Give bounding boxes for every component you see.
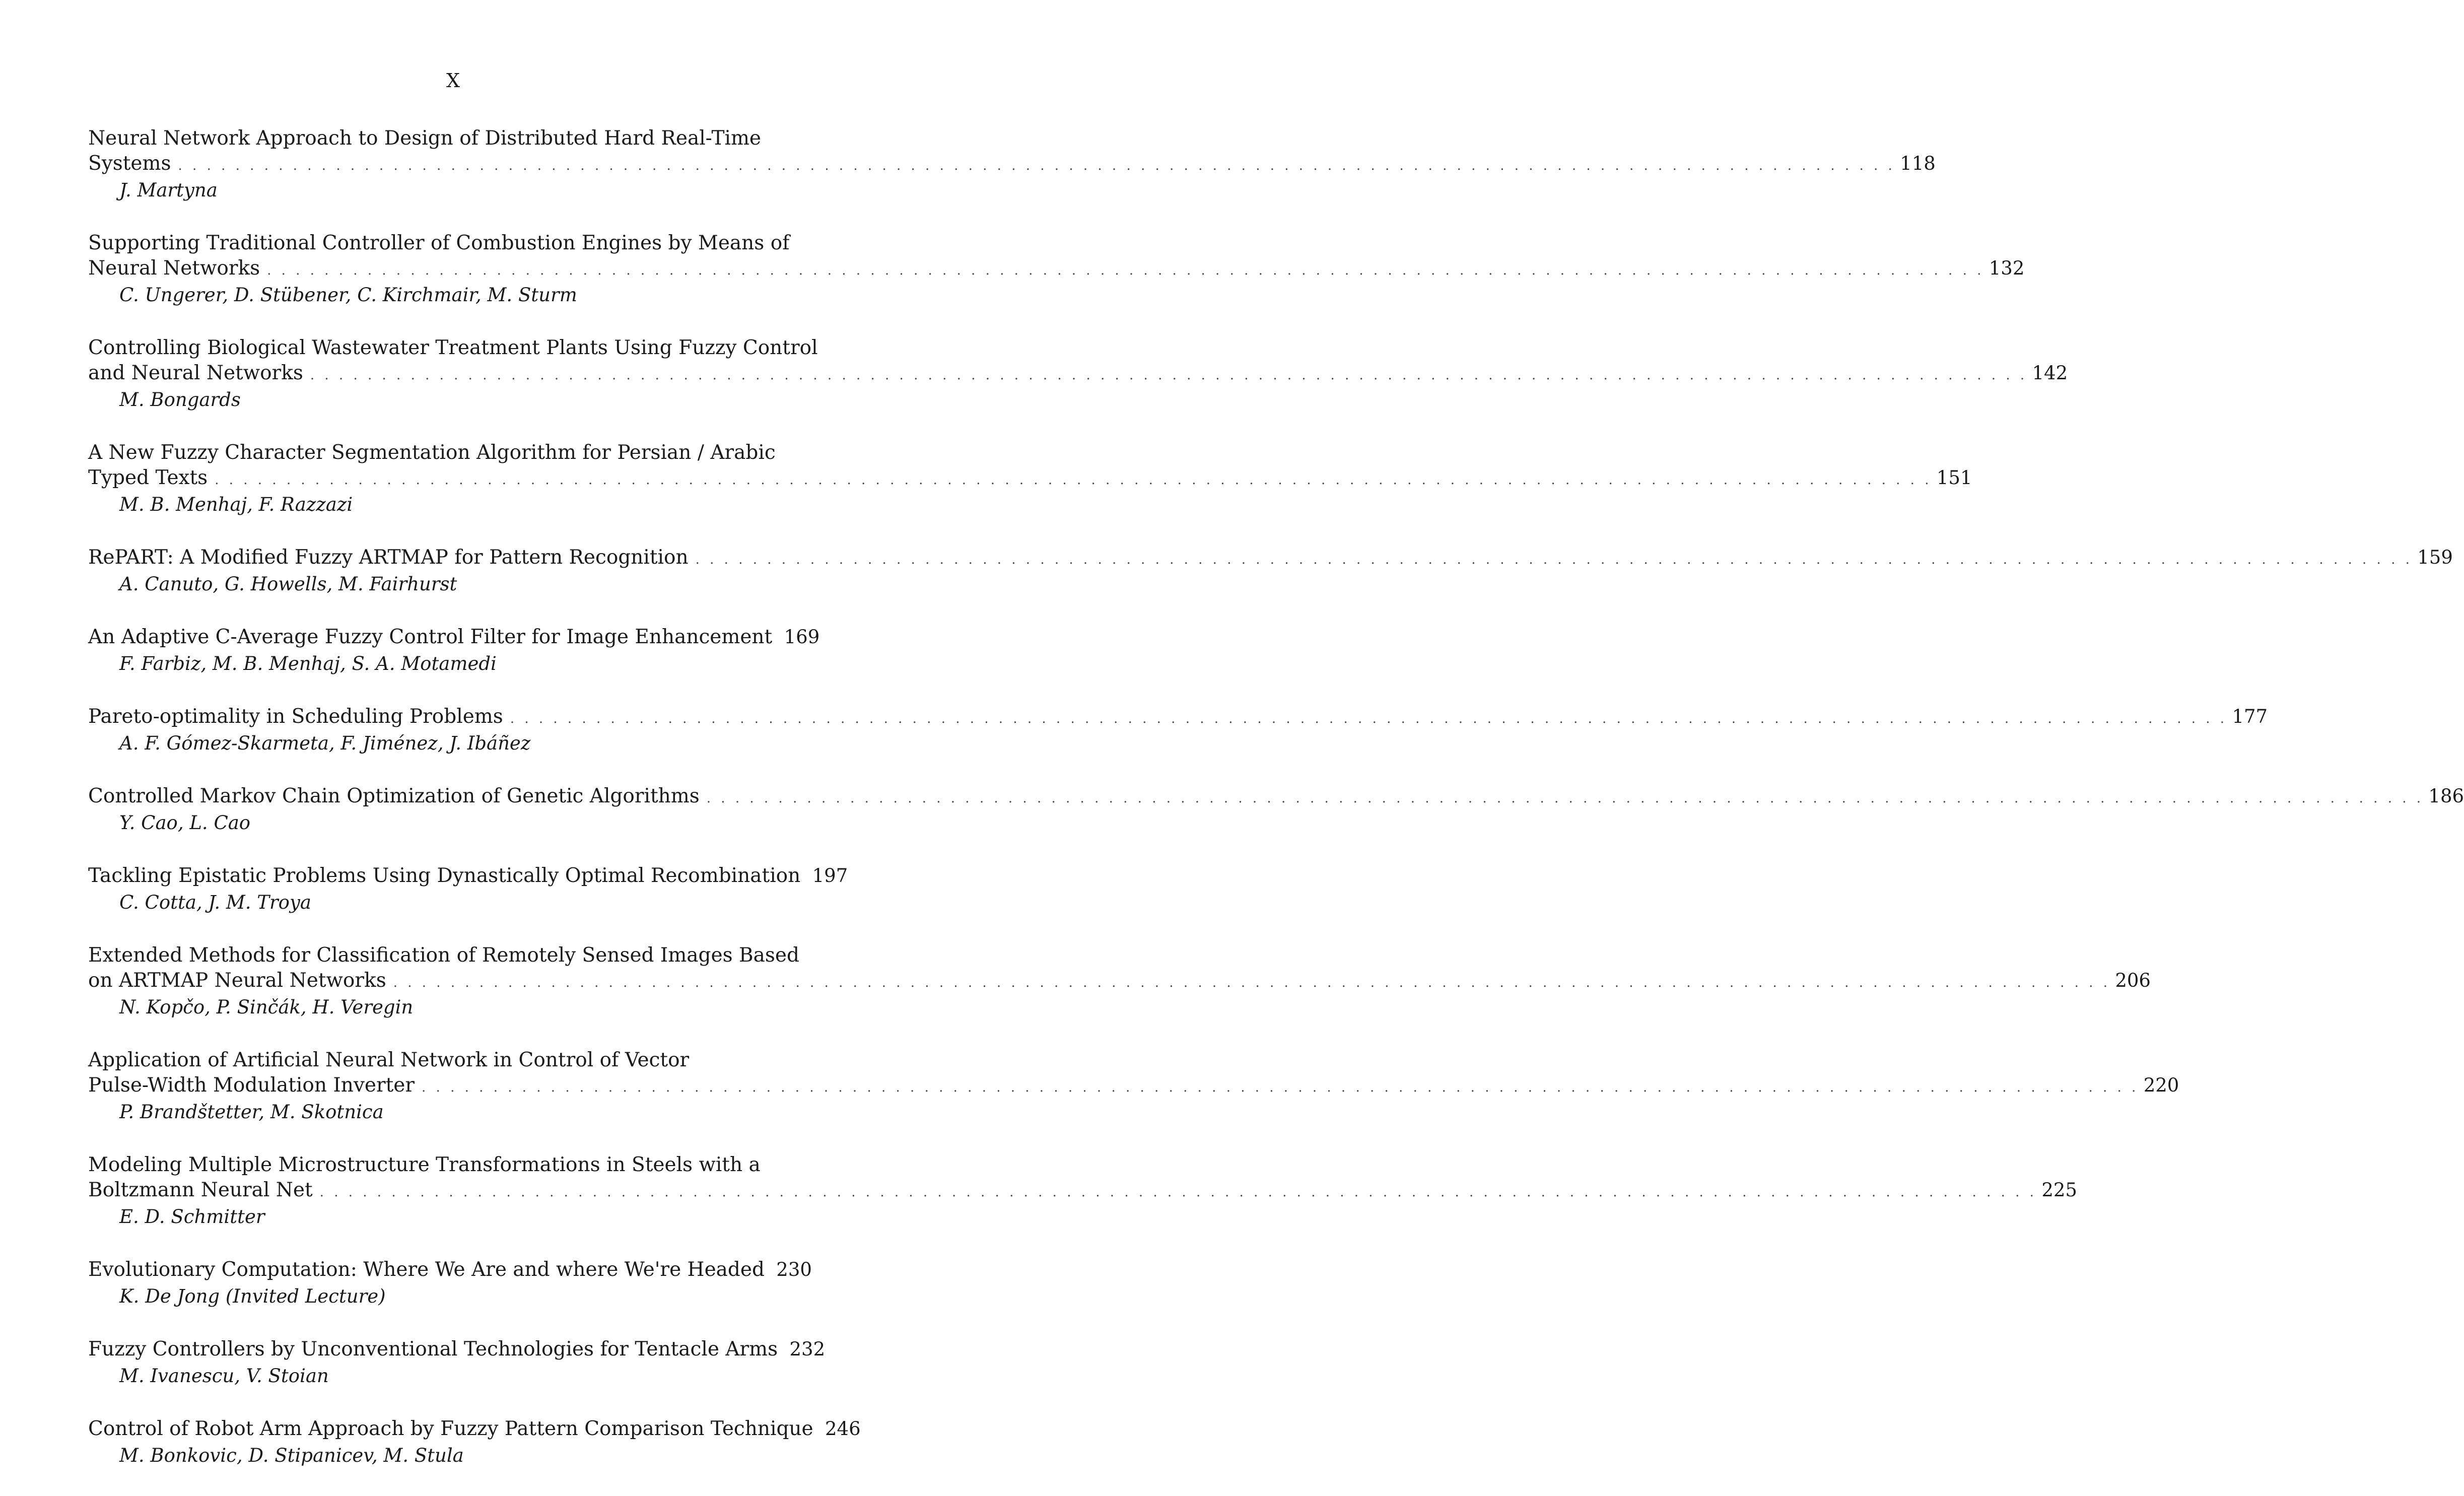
entry-title-text: Systems: [88, 152, 171, 175]
toc-entry: [88, 440, 1972, 517]
entry-authors: C. Ungerer, D. Stübener, C. Kirchmair, M. Sturm: [119, 284, 577, 306]
dot-leader: . . . . . . . . . . . . . . . . . . . . . . . . . . . . . . . . . . . . . . . . . . . . . . . . . . . . . . . . . . . . . . . . . . . . . . . . . . . . . . . . . . . . . . . . . . . . . . . . . . . . . . . . . . . . . . . . . . . . . . . .: [393, 975, 2110, 990]
entry-page-number: 220: [2143, 1074, 2179, 1096]
entry-title-line: Neural Network Approach to Design of Distributed Hard Real-Time: [88, 127, 762, 150]
entry-authors: A. F. Gómez-Skarmeta, F. Jiménez, J. Ibáñez: [119, 732, 531, 754]
entry-title-final-line: [88, 1178, 2077, 1205]
entry-page-number: 225: [2041, 1179, 2077, 1201]
entry-title-text: and Neural Networks: [88, 362, 303, 384]
entry-authors: A. Canuto, G. Howells, M. Fairhurst: [119, 573, 457, 595]
entry-authors: C. Cotta, J. M. Troya: [119, 892, 311, 913]
entry-title-final-line: [88, 625, 820, 652]
entry-title-text: Pareto-optimality in Scheduling Problems: [88, 705, 503, 728]
entry-title-text: An Adaptive C-Average Fuzzy Control Filter for Image Enhancement: [88, 626, 773, 648]
entry-title-final-line: [88, 1073, 2179, 1100]
entry-title-text: Tackling Epistatic Problems Using Dynastically Optimal Recombination: [88, 864, 801, 887]
table-of-contents: [88, 126, 2464, 1496]
entry-page-number: 246: [825, 1418, 861, 1440]
toc-entry: [88, 704, 2268, 756]
toc-entry: [88, 231, 2025, 307]
entry-title-final-line: [88, 704, 2268, 731]
entry-title-line: A New Fuzzy Character Segmentation Algorithm for Persian / Arabic: [88, 441, 776, 464]
toc-entry: [88, 784, 2464, 835]
entry-authors: K. De Jong (Invited Lecture): [119, 1285, 386, 1307]
toc-entry: [88, 1337, 826, 1388]
toc-entry: [88, 1152, 2077, 1229]
entry-page-number: 186: [2428, 785, 2464, 807]
toc-entry: [88, 1257, 812, 1309]
entry-page-number: 230: [776, 1259, 812, 1280]
entry-page-number: 232: [789, 1338, 826, 1360]
entry-authors: M. Ivanescu, V. Stoian: [119, 1365, 329, 1387]
entry-title-text: Typed Texts: [88, 466, 208, 489]
toc-entry: [88, 335, 2068, 412]
toc-entry: [88, 545, 2453, 596]
toc-entry: [88, 126, 1936, 202]
dot-leader: . . . . . . . . . . . . . . . . . . . . . . . . . . . . . . . . . . . . . . . . . . . . . . . . . . . . . . . . . . . . . . . . . . . . . . . . . . . . . . . . . . . . . . . . . . . . . . . . . . . . . . . . . . . . . . . . . . . . . . . .: [422, 1080, 2139, 1095]
entry-authors: M. Bongards: [119, 389, 241, 411]
dot-leader: . . . . . . . . . . . . . . . . . . . . . . . . . . . . . . . . . . . . . . . . . . . . . . . . . . . . . . . . . . . . . . . . . . . . . . . . . . . . . . . . . . . . . . . . . . . . . . . . . . . . . . . . . . . . . . . . . . . . . . . .: [267, 263, 1984, 278]
entry-title-text: Pulse-Width Modulation Inverter: [88, 1074, 415, 1097]
toc-entry: [88, 625, 820, 676]
dot-leader: . . . . . . . . . . . . . . . . . . . . . . . . . . . . . . . . . . . . . . . . . . . . . . . . . . . . . . . . . . . . . . . . . . . . . . . . . . . . . . . . . . . . . . . . . . . . . . . . . . . . . . . . . . . . . . . . . . . . . . . .: [310, 368, 2028, 383]
entry-title-final-line: [88, 968, 2151, 995]
entry-title-text: Neural Networks: [88, 257, 260, 280]
entry-authors: J. Martyna: [119, 179, 218, 201]
entry-title-line: Application of Artificial Neural Network in Control of Vector: [88, 1049, 690, 1071]
entry-authors: E. D. Schmitter: [119, 1206, 265, 1228]
entry-page-number: 118: [1900, 153, 1936, 174]
entry-title-line: Extended Methods for Classification of Remotely Sensed Images Based: [88, 944, 799, 967]
entry-title-text: Fuzzy Controllers by Unconventional Technologies for Tentacle Arms: [88, 1338, 778, 1361]
entry-page-number: 197: [812, 865, 848, 887]
entry-title-line: Controlling Biological Wastewater Treatment Plants Using Fuzzy Control: [88, 336, 818, 359]
dot-leader: . . . . . . . . . . . . . . . . . . . . . . . . . . . . . . . . . . . . . . . . . . . . . . . . . . . . . . . . . . . . . . . . . . . . . . . . . . . . . . . . . . . . . . . . . . . . . . . . . . . . . . . . . . . . . . . . . . . . . . . .: [510, 711, 2228, 726]
entry-title-text: Boltzmann Neural Net: [88, 1179, 313, 1201]
dot-leader: . . . . . . . . . . . . . . . . . . . . . . . . . . . . . . . . . . . . . . . . . . . . . . . . . . . . . . . . . . . . . . . . . . . . . . . . . . . . . . . . . . . . . . . . . . . . . . . . . . . . . . . . . . . . . . . . . . . . . . . .: [319, 1185, 2037, 1200]
dot-leader: . . . . . . . . . . . . . . . . . . . . . . . . . . . . . . . . . . . . . . . . . . . . . . . . . . . . . . . . . . . . . . . . . . . . . . . . . . . . . . . . . . . . . . . . . . . . . . . . . . . . . . . . . . . . . . . . . . . . . . . .: [706, 791, 2424, 806]
page-number: X: [446, 70, 461, 92]
entry-title-final-line: [88, 151, 1936, 178]
entry-title-final-line: [88, 256, 2025, 283]
entry-page-number: 151: [1936, 467, 1972, 489]
entry-page-number: 142: [2032, 362, 2068, 384]
entry-authors: M. B. Menhaj, F. Razzazi: [119, 494, 353, 515]
entry-title-final-line: [88, 1257, 812, 1284]
entry-page-number: 132: [1989, 257, 2025, 279]
entry-authors: M. Bonkovic, D. Stipanicev, M. Stula: [119, 1445, 464, 1466]
entry-title-final-line: [88, 1416, 861, 1444]
entry-title-final-line: [88, 545, 2453, 572]
entry-title-text: Controlled Markov Chain Optimization of Genetic Algorithms: [88, 785, 700, 807]
entry-title-final-line: [88, 465, 1972, 493]
dot-leader: . . . . . . . . . . . . . . . . . . . . . . . . . . . . . . . . . . . . . . . . . . . . . . . . . . . . . . . . . . . . . . . . . . . . . . . . . . . . . . . . . . . . . . . . . . . . . . . . . . . . . . . . . . . . . . . . . . . . . . . .: [215, 472, 1932, 488]
entry-page-number: 177: [2232, 706, 2268, 727]
entry-title-text: RePART: A Modified Fuzzy ARTMAP for Pattern Recognition: [88, 546, 689, 569]
toc-entry: [88, 943, 2151, 1019]
toc-entry: [88, 863, 848, 915]
toc-entry: [88, 1416, 861, 1468]
entry-title-final-line: [88, 863, 848, 891]
entry-title-line: Supporting Traditional Controller of Combustion Engines by Means of: [88, 232, 790, 254]
entry-title-final-line: [88, 1337, 826, 1364]
entry-title-line: Modeling Multiple Microstructure Transformations in Steels with a: [88, 1153, 761, 1176]
entry-page-number: 206: [2115, 970, 2151, 991]
entry-title-text: Evolutionary Computation: Where We Are and where We're Headed: [88, 1258, 765, 1281]
entry-authors: F. Farbiz, M. B. Menhaj, S. A. Motamedi: [119, 653, 497, 674]
entry-title-text: Control of Robot Arm Approach by Fuzzy Pattern Comparison Technique: [88, 1417, 813, 1440]
entry-title-final-line: [88, 784, 2464, 811]
entry-page-number: 169: [784, 626, 820, 648]
entry-authors: N. Kopčo, P. Sinčák, H. Veregin: [119, 996, 414, 1018]
dot-leader: . . . . . . . . . . . . . . . . . . . . . . . . . . . . . . . . . . . . . . . . . . . . . . . . . . . . . . . . . . . . . . . . . . . . . . . . . . . . . . . . . . . . . . . . . . . . . . . . . . . . . . . . . . . . . . . . . . . . . . . .: [178, 158, 1895, 173]
entry-title-text: on ARTMAP Neural Networks: [88, 969, 386, 992]
entry-authors: Y. Cao, L. Cao: [119, 812, 251, 834]
entry-title-final-line: [88, 361, 2068, 388]
dot-leader: . . . . . . . . . . . . . . . . . . . . . . . . . . . . . . . . . . . . . . . . . . . . . . . . . . . . . . . . . . . . . . . . . . . . . . . . . . . . . . . . . . . . . . . . . . . . . . . . . . . . . . . . . . . . . . . . . . . . . . . .: [695, 552, 2413, 567]
entry-page-number: 159: [2417, 547, 2453, 568]
entry-authors: P. Brandštetter, M. Skotnica: [119, 1101, 384, 1123]
toc-entry: [88, 1048, 2179, 1124]
